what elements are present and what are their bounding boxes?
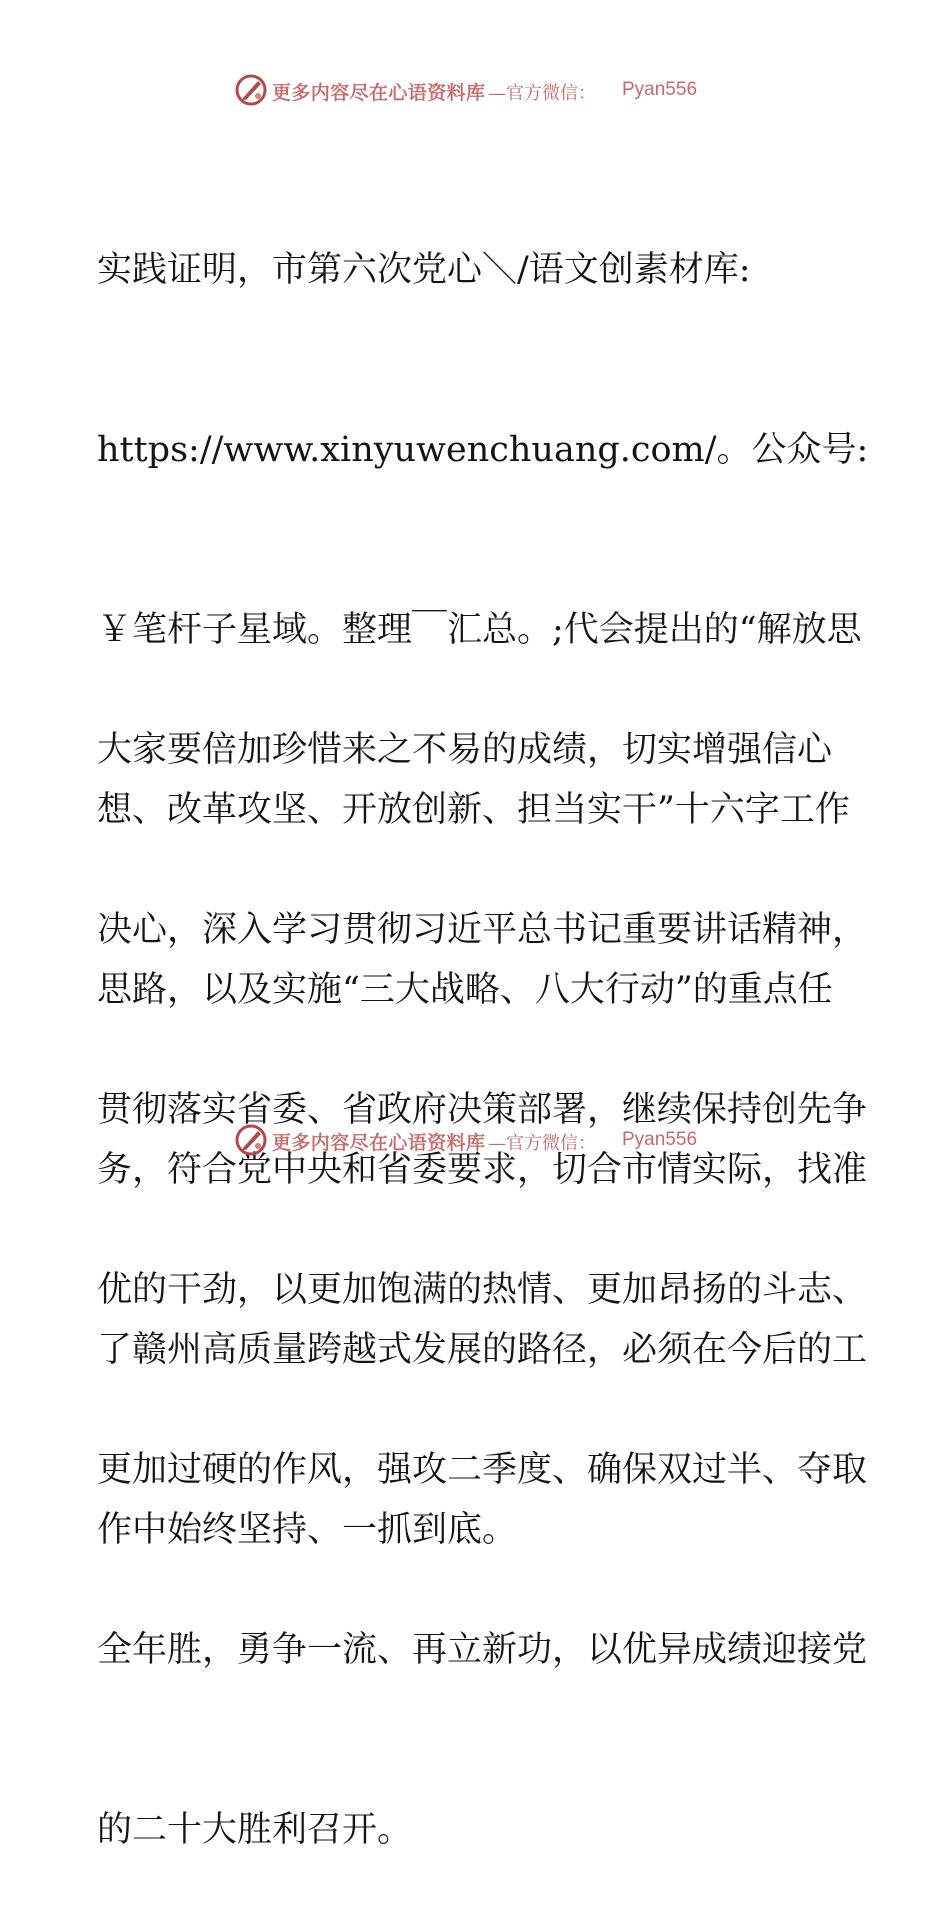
text-line: 优的干劲，以更加饱满的热情、更加昂扬的斗志、	[97, 1270, 868, 1310]
text-line: 了赣州高质量跨越式发展的路径，必须在今后的工	[97, 1330, 868, 1370]
banner-wechat-label: —官方微信：	[488, 1133, 596, 1154]
banner-wechat-id: Pyan556	[622, 79, 698, 100]
text-line: 务，符合党中央和省委要求，切合市情实际，找准	[97, 1150, 868, 1190]
footer-banner	[0, 1120, 950, 1160]
text-line: 全年胜，勇争一流、再立新功，以优异成绩迎接党	[97, 1630, 868, 1670]
text-line: 想、改革攻坚、开放创新、担当实干”十六字工作	[97, 790, 850, 830]
quill-logo-icon	[234, 1123, 268, 1157]
text-line: https://www.xinyuwenchuang.com/。公众号:	[97, 430, 869, 470]
paragraph-2	[97, 600, 868, 1920]
text-line: 实践证明，市第六次党心＼/语文创素材库:	[97, 250, 751, 290]
text-line: 更加过硬的作风，强攻二季度、确保双过半、夺取	[97, 1450, 868, 1490]
text-line: 思路，以及实施“三大战略、八大行动”的重点任	[97, 970, 833, 1010]
header-banner	[0, 70, 950, 110]
text-line: 大家要倍加珍惜来之不易的成绩，切实增强信心	[97, 730, 833, 770]
banner-title: 更多内容尽在心语资料库	[272, 82, 486, 104]
text-line: 的二十大胜利召开。	[97, 1810, 413, 1850]
banner-wechat-label: —官方微信：	[488, 83, 596, 104]
text-line: 作中始终坚持、一抓到底。	[97, 1510, 518, 1550]
text-line: ￥笔杆子星域。整理￣汇总。;代会提出的“解放思	[97, 610, 862, 650]
quill-logo-icon	[234, 73, 268, 107]
text-line: 贯彻落实省委、省政府决策部署，继续保持创先争	[97, 1090, 868, 1130]
banner-title: 更多内容尽在心语资料库	[272, 1132, 486, 1154]
banner-wechat-id: Pyan556	[622, 1129, 698, 1150]
text-line: 决心，深入学习贯彻习近平总书记重要讲话精神，	[97, 910, 868, 950]
